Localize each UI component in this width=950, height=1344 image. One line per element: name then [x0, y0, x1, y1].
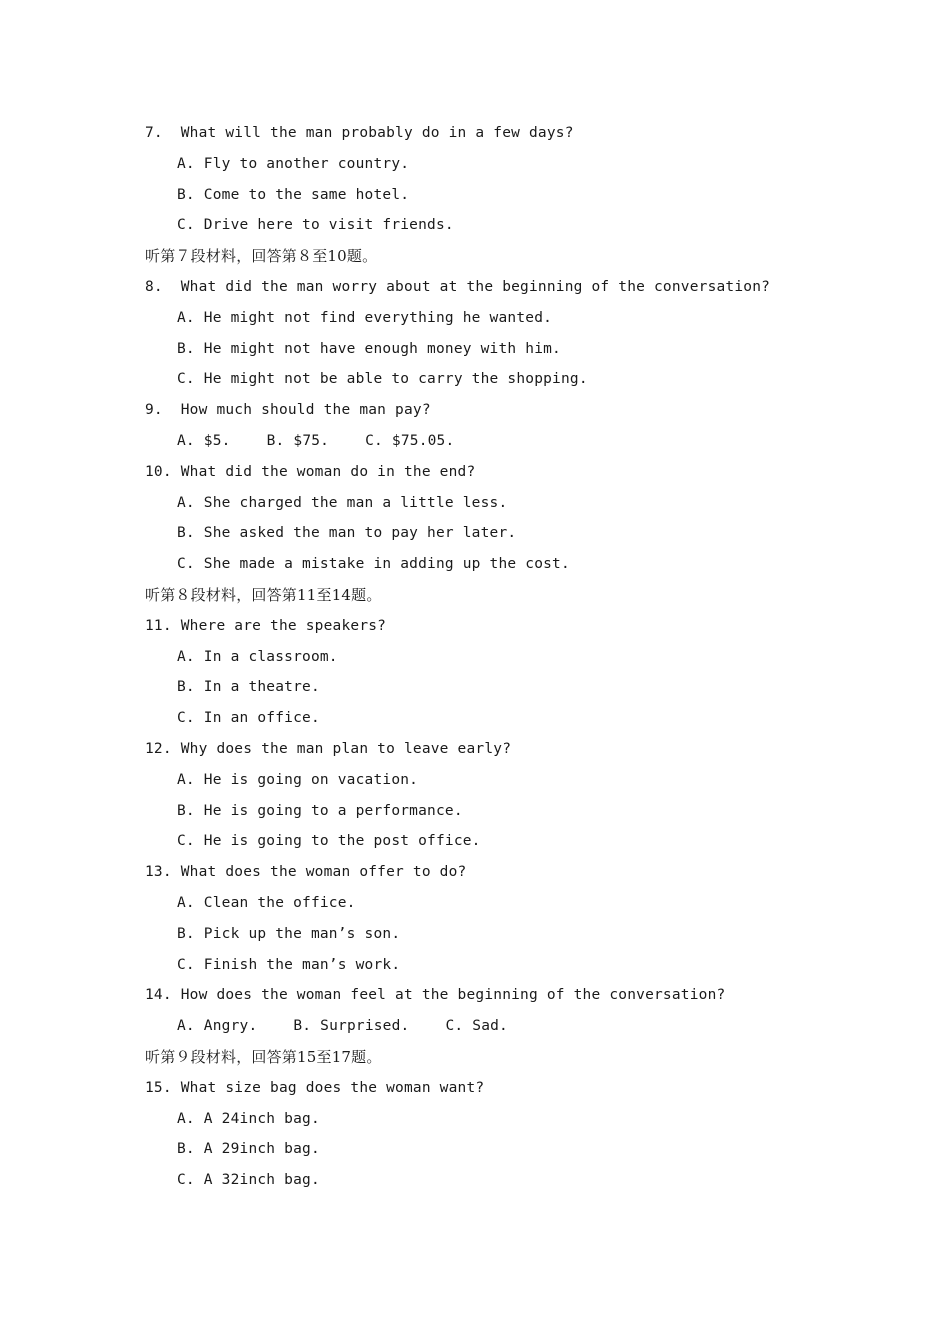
option-text: C. In an office.: [177, 710, 320, 727]
option-text: C. She made a mistake in adding up the cost.: [177, 556, 570, 573]
option-text: A. In a classroom.: [177, 648, 338, 665]
option-text: A. Angry.: [177, 1018, 258, 1035]
option-text: B. In a theatre.: [177, 679, 320, 696]
section-instruction: 听第７段材料，回答第８至10题。: [145, 247, 378, 266]
option-text: C. He is going to the post office.: [177, 833, 481, 850]
option-text: A. She charged the man a little less.: [177, 494, 508, 511]
option-text: A. He might not find everything he wanted.: [177, 309, 553, 326]
exam-page: [0, 118, 950, 1196]
option-text: C. $75.05.: [365, 432, 455, 449]
option-text: C. He might not be able to carry the shopping.: [177, 371, 588, 388]
option-text: A. Fly to another country.: [177, 155, 410, 172]
option-text: C. Finish the man’s work.: [177, 956, 401, 973]
section-instruction: 听第９段材料，回答第15至17题。: [145, 1047, 382, 1066]
question-text: 9. How much should the man pay?: [145, 402, 431, 419]
option-text: B. Come to the same hotel.: [177, 186, 410, 203]
inline-options: [0, 426, 950, 457]
option-text: B. $75.: [266, 432, 330, 449]
option-text: A. A 24inch bag.: [177, 1110, 320, 1127]
option-text: C. Sad.: [445, 1018, 508, 1035]
option-text: B. He is going to a performance.: [177, 802, 463, 819]
option-text: A. $5.: [177, 432, 231, 449]
question-text: 8. What did the man worry about at the beginning of the conversation?: [145, 278, 771, 295]
question-text: 14. How does the woman feel at the beginning of the conversation?: [145, 987, 726, 1004]
option-text: C. A 32inch bag.: [177, 1172, 320, 1189]
question-text: 12. Why does the man plan to leave early?: [145, 740, 512, 757]
option-text: B. A 29inch bag.: [177, 1141, 320, 1158]
question-text: 13. What does the woman offer to do?: [145, 864, 467, 881]
question-text: 10. What did the woman do in the end?: [145, 463, 476, 480]
question-text: 11. Where are the speakers?: [145, 617, 387, 634]
option-text: A. Clean the office.: [177, 894, 356, 911]
inline-options: [0, 1011, 950, 1042]
option-text: B. Pick up the man’s son.: [177, 925, 401, 942]
section-instruction: 听第８段材料，回答第11至14题。: [145, 585, 382, 604]
option-text: B. Surprised.: [293, 1018, 410, 1035]
question-text: 15. What size bag does the woman want?: [145, 1079, 485, 1096]
option-text: B. She asked the man to pay her later.: [177, 525, 517, 542]
option-text: A. He is going on vacation.: [177, 771, 419, 788]
option-text: C. Drive here to visit friends.: [177, 217, 454, 234]
question-text: 7. What will the man probably do in a few days?: [145, 125, 574, 141]
option-text: B. He might not have enough money with him.: [177, 340, 561, 357]
